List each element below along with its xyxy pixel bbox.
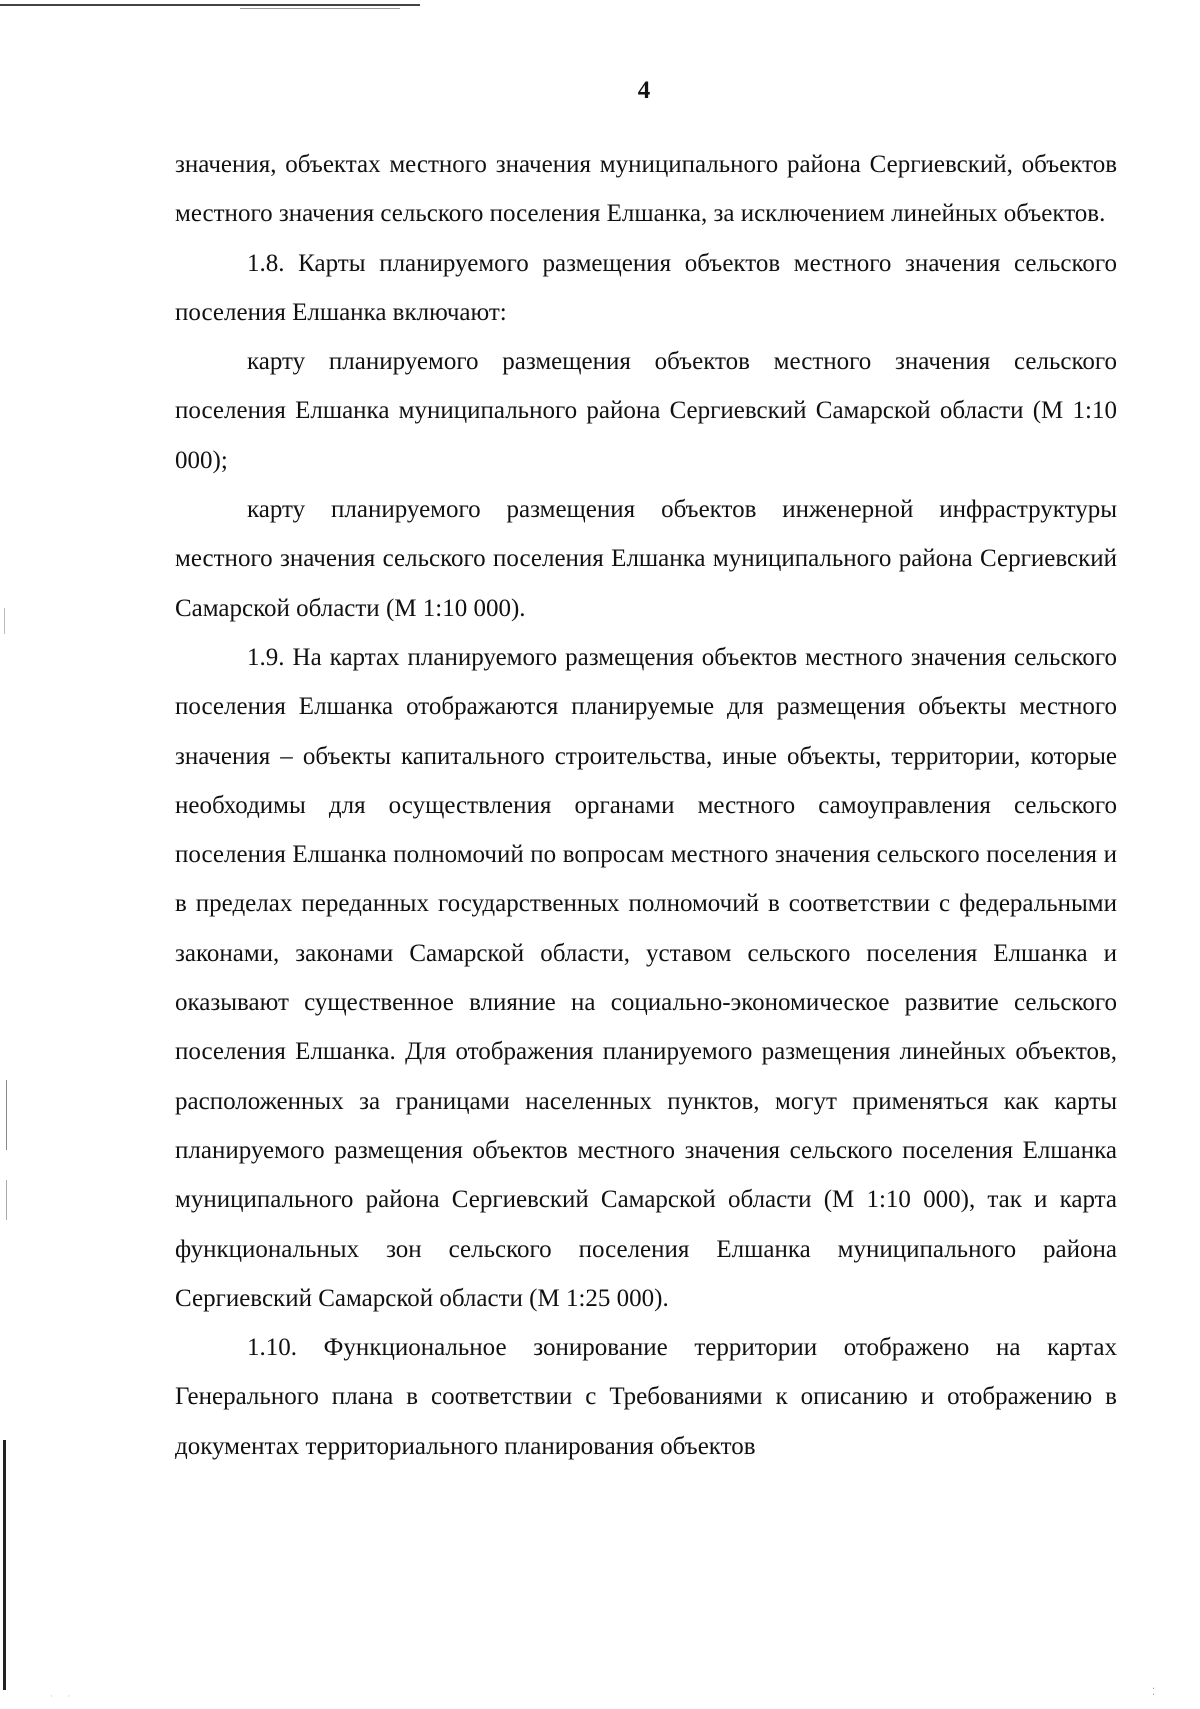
- document-body: [175, 140, 1117, 1471]
- paragraph-1-8: 1.8. Карты планируемого размещения объектов местного значения сельского поселения Елшанка включают:: [175, 249, 1117, 326]
- scan-margin-bar: [6, 1080, 7, 1150]
- paragraph-map-engineering-infrastructure: карту планируемого размещения объектов инженерной инфраструктуры местного значения сельского поселения Елшанка муниципального района Сергиевский Самарской области (М 1:10 000).: [175, 496, 1117, 622]
- scan-edge-line: [240, 8, 400, 9]
- paragraph-map-local-objects: карту планируемого размещения объектов местного значения сельского поселения Елшанка муниципального района Сергиевский Самарской области (М 1:10 000);: [175, 348, 1117, 474]
- paragraph-1-9: 1.9. На картах планируемого размещения объектов местного значения сельского поселения Елшанка отображаются планируемые для размещения объекты местного значения – объекты капитального строительства, иные объекты, территории, которые необходимы для осуществления органами местного самоуправления сельского поселения Елшанка полномочий по вопросам местного значения сельского поселения и в пределах переданных государственных полномочий в соответствии с федеральными законами, законами Самарской области, уставом сельского поселения Елшанка и оказывают существенное влияние на социально-экономическое развитие сельского поселения Елшанка. Для отображения планируемого размещения линейных объектов, расположенных за границами населенных пунктов, могут применяться как карты планируемого размещения объектов местного значения сельского поселения Елшанка муниципального района Сергиевский Самарской области (М 1:10 000), так и карта функциональных зон сельского поселения Елшанка муниципального района Сергиевский Самарской области (М 1:25 000).: [175, 643, 1117, 1312]
- paragraph-1-10: 1.10. Функциональное зонирование территории отображено на картах Генерального плана в соответствии с Требованиями к описанию и отображению в документах территориального планирования объектов: [175, 1334, 1117, 1460]
- page-number: 4: [637, 77, 651, 104]
- scan-margin-bar: [6, 1180, 7, 1220]
- paragraph-continuation: значения, объектах местного значения муниципального района Сергиевский, объектов местного значения сельского поселения Елшанка, за исключением линейных объектов.: [175, 151, 1117, 228]
- scan-margin-bar: [3, 1440, 6, 1690]
- scan-margin-mark: [4, 608, 5, 634]
- scan-edge-line: [0, 4, 420, 6]
- scan-noise-mark: ⁚: [1152, 1687, 1156, 1698]
- scan-noise-mark: · ·: [50, 1691, 77, 1701]
